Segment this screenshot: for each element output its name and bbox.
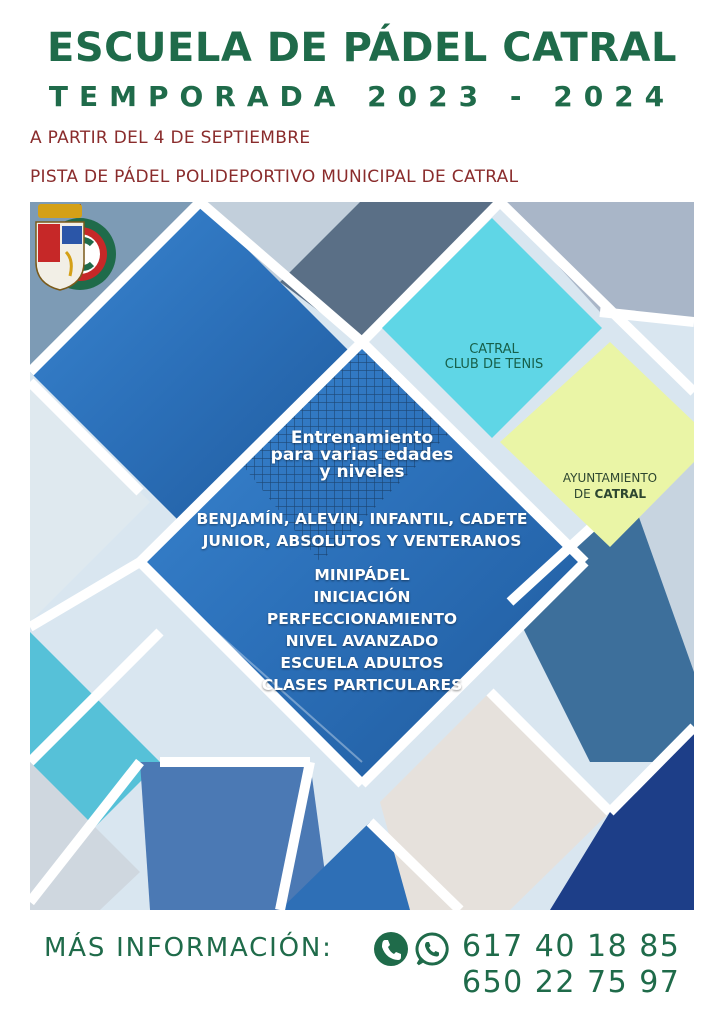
level-item: ESCUELA ADULTOS bbox=[280, 654, 444, 672]
level-item: CLASES PARTICULARES bbox=[261, 676, 463, 694]
club-label-line1: CATRAL bbox=[469, 342, 519, 357]
town-label-line1: AYUNTAMIENTO bbox=[562, 471, 658, 485]
town-label-line2 bbox=[542, 486, 678, 502]
season-subtitle: TEMPORADA 2023 - 2024 bbox=[48, 80, 676, 113]
level-item: NIVEL AVANZADO bbox=[285, 632, 439, 650]
phone-icon[interactable] bbox=[373, 931, 409, 967]
start-date: A PARTIR DEL 4 DE SEPTIEMBRE bbox=[30, 128, 311, 148]
training-heading-line: Entrenamiento bbox=[290, 428, 434, 448]
club-label-line2: CLUB DE TENIS bbox=[444, 357, 544, 372]
phone-number[interactable]: 617 40 18 85 bbox=[462, 929, 681, 964]
town-label-prefix: DE bbox=[573, 487, 595, 501]
town-label bbox=[542, 470, 678, 502]
age-category-line: BENJAMÍN, ALEVIN, INFANTIL, CADETE bbox=[196, 510, 528, 528]
age-category-line: JUNIOR, ABSOLUTOS Y VENTERANOS bbox=[202, 532, 522, 550]
training-heading-line: para varias edades bbox=[270, 445, 454, 465]
age-categories bbox=[180, 508, 544, 552]
coat-of-arms-icon bbox=[30, 202, 90, 292]
town-label-name: CATRAL bbox=[594, 487, 647, 501]
phone-number[interactable]: 650 22 75 97 bbox=[462, 965, 681, 1000]
photo-collage bbox=[30, 202, 694, 910]
more-info-label: MÁS INFORMACIÓN: bbox=[44, 933, 333, 963]
level-item: MINIPÁDEL bbox=[314, 566, 410, 584]
level-item: PERFECCIONAMIENTO bbox=[266, 610, 458, 628]
club-label bbox=[408, 342, 580, 372]
level-item: INICIACIÓN bbox=[313, 588, 411, 606]
page-title: ESCUELA DE PÁDEL CATRAL bbox=[47, 25, 677, 71]
training-heading-line: y niveles bbox=[319, 462, 405, 482]
training-heading bbox=[180, 430, 544, 481]
venue: PISTA DE PÁDEL POLIDEPORTIVO MUNICIPAL DE CATRAL bbox=[30, 167, 519, 187]
whatsapp-icon[interactable] bbox=[414, 931, 450, 967]
level-list bbox=[180, 564, 544, 696]
collage-background bbox=[30, 202, 694, 910]
